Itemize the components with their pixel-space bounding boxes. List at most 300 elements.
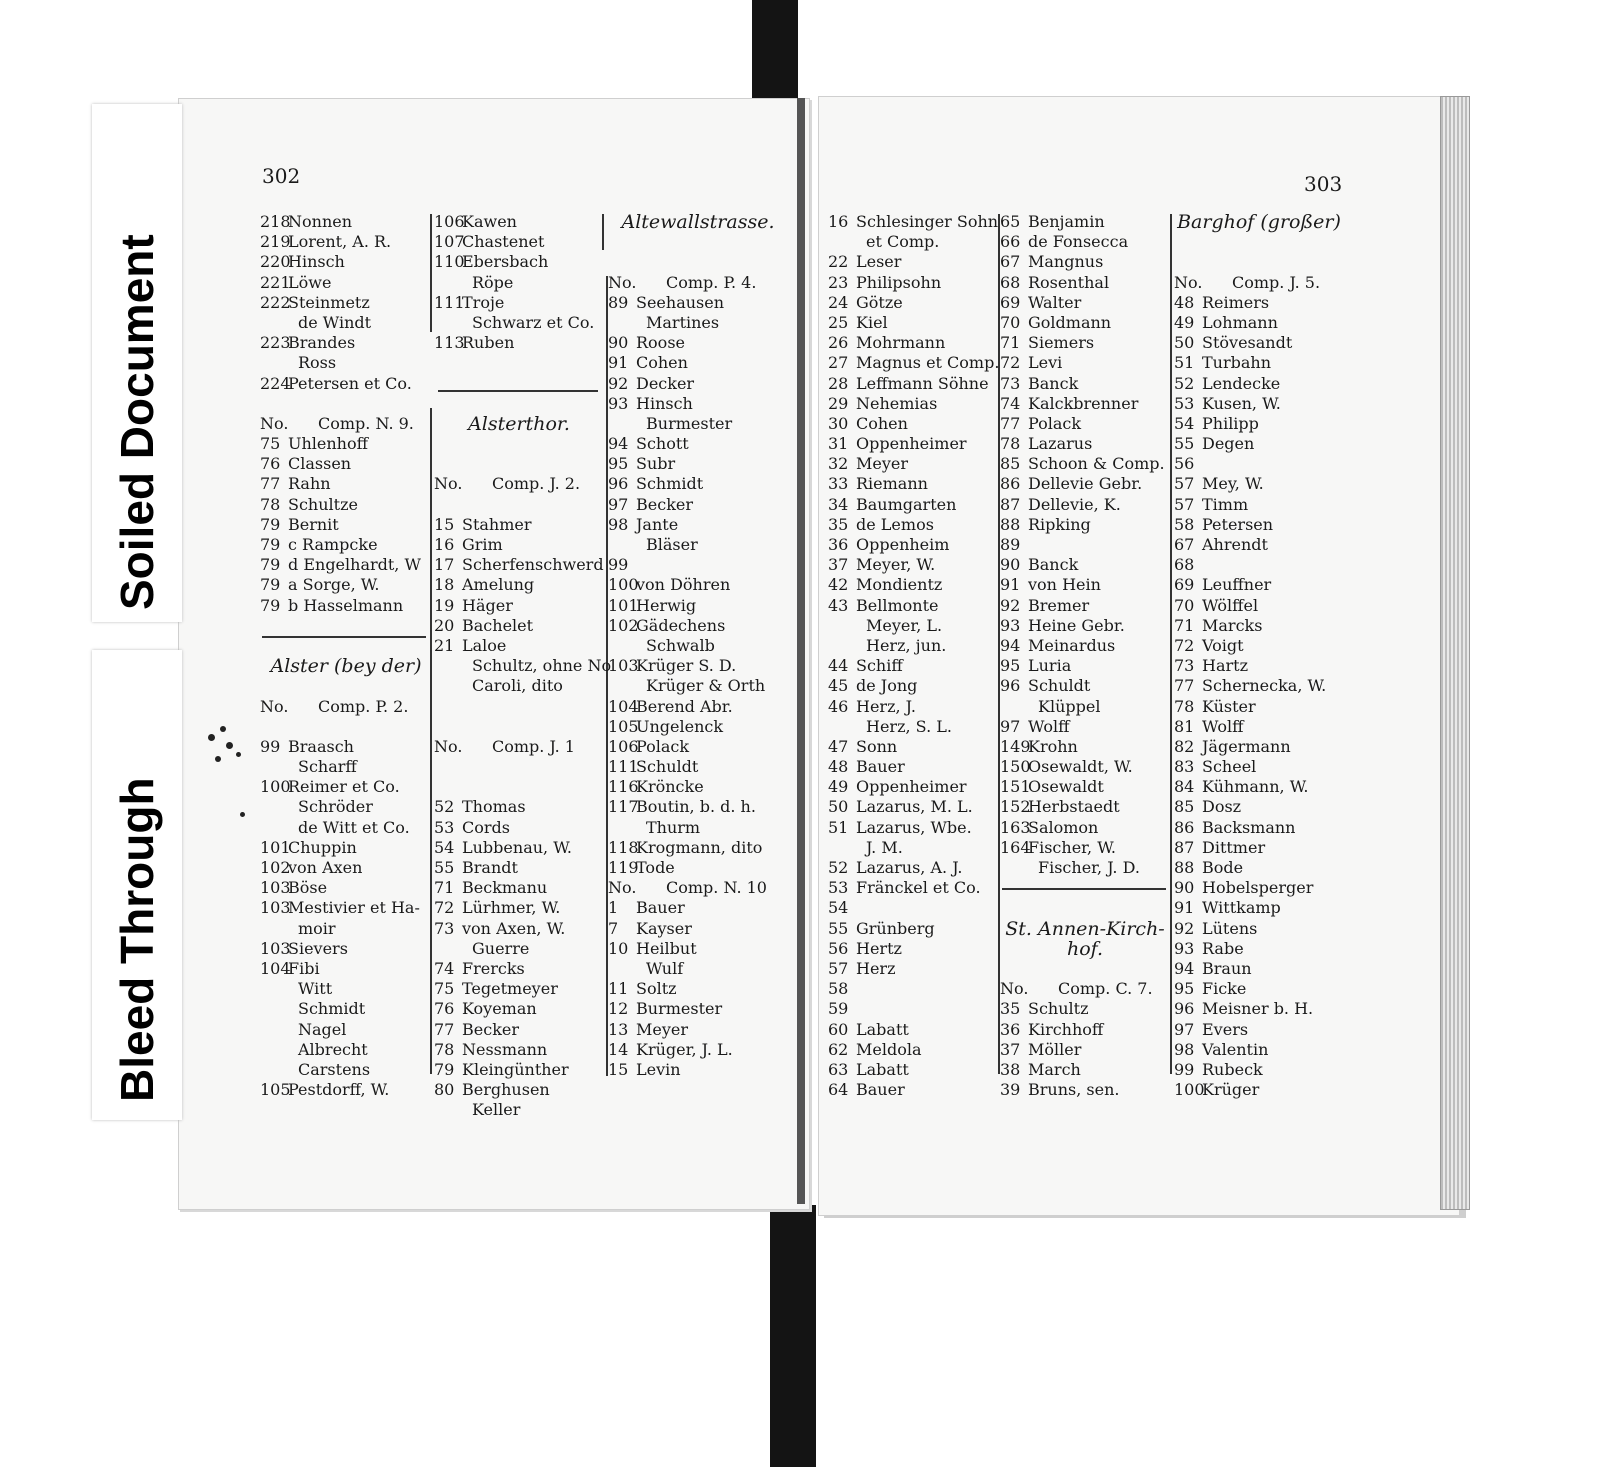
resident-name: Steinmetz bbox=[288, 292, 370, 312]
list-item bbox=[608, 333, 788, 353]
resident-name: Boutin, b. d. h. bbox=[636, 797, 756, 817]
house-number bbox=[608, 818, 636, 838]
resident-name: Pestdorff, W. bbox=[288, 1080, 390, 1100]
house-number: 53 bbox=[434, 817, 455, 837]
house-number: 13 bbox=[608, 1019, 629, 1039]
resident-name: Cohen bbox=[856, 413, 908, 433]
list-item bbox=[434, 999, 604, 1019]
list-item bbox=[260, 818, 432, 838]
resident-name: J. M. bbox=[866, 837, 903, 857]
house-number bbox=[608, 313, 636, 333]
resident-name: Bachelet bbox=[462, 615, 534, 635]
resident-name: Jägermann bbox=[1202, 736, 1291, 756]
house-number: 76 bbox=[434, 999, 455, 1019]
house-number: 78 bbox=[434, 1039, 455, 1059]
resident-name: Häger bbox=[462, 595, 513, 615]
house-number: 221 bbox=[260, 272, 291, 292]
house-number: 110 bbox=[434, 252, 465, 272]
list-item bbox=[1174, 1080, 1344, 1100]
resident-name: Krüger & Orth bbox=[646, 676, 766, 696]
house-number: 1 bbox=[608, 898, 619, 918]
house-number: 59 bbox=[828, 999, 849, 1019]
resident-name: Backsmann bbox=[1202, 817, 1296, 837]
list-item bbox=[1174, 293, 1344, 313]
resident-name: Becker bbox=[462, 1019, 519, 1039]
list-item bbox=[828, 333, 998, 353]
resident-name: Kawen bbox=[462, 212, 517, 231]
house-number: 70 bbox=[1174, 595, 1195, 615]
resident-name: Gädechens bbox=[636, 615, 726, 635]
list-item bbox=[260, 1080, 432, 1100]
house-number bbox=[434, 454, 462, 474]
resident-name: Herbstaedt bbox=[1028, 797, 1120, 817]
house-number: 15 bbox=[608, 1059, 629, 1079]
house-number: No. bbox=[608, 272, 637, 292]
list-item bbox=[1000, 1080, 1170, 1100]
house-number: 151 bbox=[1000, 777, 1031, 797]
house-number bbox=[260, 757, 288, 777]
house-number bbox=[434, 313, 462, 333]
resident-name: Schultz bbox=[1028, 999, 1089, 1019]
resident-name: Koyeman bbox=[462, 999, 537, 1019]
list-item bbox=[434, 636, 604, 656]
resident-name: Walter bbox=[1028, 292, 1082, 312]
resident-name: Lazarus, M. L. bbox=[856, 797, 973, 817]
list-item bbox=[434, 898, 604, 918]
house-number: 99 bbox=[1174, 1059, 1195, 1079]
list-item bbox=[260, 596, 432, 616]
resident-name: Krüger, J. L. bbox=[636, 1039, 733, 1059]
house-number: 50 bbox=[1174, 333, 1195, 353]
list-item bbox=[1000, 919, 1170, 939]
resident-name: Stahmer bbox=[462, 514, 532, 534]
list-item bbox=[1000, 1040, 1170, 1060]
house-number: 33 bbox=[828, 474, 849, 494]
house-number: 152 bbox=[1000, 797, 1031, 817]
resident-name: Martines bbox=[646, 312, 720, 332]
house-number: 52 bbox=[1174, 373, 1195, 393]
house-number bbox=[434, 717, 462, 737]
house-number: 35 bbox=[1000, 999, 1021, 1019]
list-item bbox=[260, 212, 432, 232]
resident-name: Comp. C. 7. bbox=[1058, 979, 1153, 999]
resident-name: et Comp. bbox=[866, 232, 940, 252]
list-item bbox=[828, 697, 998, 717]
resident-name: Wölffel bbox=[1202, 595, 1259, 615]
house-number bbox=[260, 919, 288, 939]
resident-name: Herz, J. bbox=[856, 696, 916, 716]
list-item bbox=[608, 293, 788, 313]
house-number: 81 bbox=[1174, 716, 1195, 736]
resident-name: Siemers bbox=[1028, 333, 1095, 353]
house-number: 52 bbox=[828, 858, 849, 877]
list-item bbox=[1000, 232, 1170, 252]
house-number: 101 bbox=[260, 837, 291, 857]
list-item bbox=[1174, 454, 1344, 474]
list-item bbox=[434, 474, 604, 494]
resident-name: Ruben bbox=[462, 333, 515, 353]
house-number: 36 bbox=[828, 535, 849, 554]
resident-name: de Windt bbox=[298, 312, 372, 332]
list-item bbox=[1174, 273, 1344, 293]
resident-name: b Hasselmann bbox=[288, 595, 404, 615]
list-item bbox=[608, 656, 788, 676]
list-item bbox=[434, 697, 604, 717]
section-heading: Alsterthor. bbox=[468, 412, 570, 435]
list-item bbox=[608, 1060, 788, 1080]
house-number: 10 bbox=[608, 938, 629, 958]
list-item bbox=[1000, 495, 1170, 515]
resident-name: Fibi bbox=[288, 958, 320, 978]
house-number: 103 bbox=[260, 898, 291, 918]
list-item bbox=[434, 212, 604, 232]
resident-name: Mondientz bbox=[856, 575, 943, 595]
house-number: 34 bbox=[828, 494, 849, 514]
house-number bbox=[828, 232, 856, 252]
list-item bbox=[1000, 757, 1170, 777]
list-item bbox=[608, 979, 788, 999]
list-item bbox=[828, 898, 998, 918]
list-item bbox=[1174, 1060, 1344, 1080]
list-item bbox=[608, 1020, 788, 1040]
resident-name: Schuldt bbox=[636, 757, 699, 777]
list-item bbox=[608, 717, 788, 737]
list-item bbox=[434, 858, 604, 878]
resident-name: Polack bbox=[1028, 413, 1082, 433]
house-number: 91 bbox=[1174, 898, 1195, 918]
list-item bbox=[1174, 1040, 1344, 1060]
list-item bbox=[260, 495, 432, 515]
resident-name: Scherfenschwerd bbox=[462, 555, 604, 575]
list-item bbox=[260, 353, 432, 373]
house-number bbox=[260, 636, 288, 656]
resident-name: Krüger S. D. bbox=[636, 656, 737, 676]
list-item bbox=[828, 515, 998, 535]
house-number: 90 bbox=[608, 333, 629, 353]
list-item bbox=[260, 797, 432, 817]
house-number: 86 bbox=[1000, 474, 1021, 494]
house-number bbox=[608, 959, 636, 979]
house-number: 68 bbox=[1000, 272, 1021, 292]
list-item bbox=[1000, 898, 1170, 918]
resident-name: Keller bbox=[472, 1100, 521, 1120]
house-number: 88 bbox=[1174, 858, 1195, 877]
resident-name: Meyer bbox=[856, 454, 909, 474]
list-item bbox=[260, 676, 432, 696]
list-item bbox=[434, 232, 604, 252]
resident-name: Leuffner bbox=[1202, 575, 1272, 595]
list-item bbox=[1174, 717, 1344, 737]
resident-name: Comp. P. 2. bbox=[318, 696, 409, 716]
house-number: 102 bbox=[608, 615, 639, 635]
list-item bbox=[608, 353, 788, 373]
list-item bbox=[1000, 818, 1170, 838]
resident-name: Schwalb bbox=[646, 635, 715, 655]
resident-name: Sievers bbox=[288, 938, 348, 958]
resident-name: Lazarus, A. J. bbox=[856, 858, 963, 877]
house-number: 79 bbox=[260, 595, 281, 615]
section-heading: hof. bbox=[1066, 937, 1104, 960]
list-item bbox=[1000, 474, 1170, 494]
resident-name: Kayser bbox=[636, 918, 692, 938]
list-item bbox=[434, 535, 604, 555]
list-item bbox=[1174, 374, 1344, 394]
ink-blot bbox=[220, 726, 226, 732]
resident-name: Küster bbox=[1202, 696, 1256, 716]
resident-name: Ficke bbox=[1202, 979, 1247, 999]
list-item bbox=[1174, 939, 1344, 959]
resident-name: Schultz, ohne No bbox=[472, 656, 612, 676]
house-number: 35 bbox=[828, 514, 849, 534]
list-item bbox=[434, 737, 604, 757]
resident-name: Evers bbox=[1202, 1019, 1249, 1039]
resident-name: Meisner b. H. bbox=[1202, 999, 1314, 1019]
house-number: 67 bbox=[1174, 535, 1195, 554]
resident-name: Hinsch bbox=[636, 393, 693, 413]
house-number: 99 bbox=[608, 555, 629, 575]
ink-blot bbox=[240, 812, 245, 817]
house-number: 49 bbox=[1174, 312, 1195, 332]
resident-name: Hartz bbox=[1202, 656, 1248, 676]
list-item bbox=[828, 414, 998, 434]
resident-name: Goldmann bbox=[1028, 312, 1112, 332]
house-number: 27 bbox=[828, 353, 849, 373]
house-number bbox=[434, 374, 462, 394]
column-left-3 bbox=[608, 212, 788, 1080]
resident-name: Meinardus bbox=[1028, 635, 1116, 655]
house-number bbox=[260, 1020, 288, 1040]
resident-name: Schwarz et Co. bbox=[472, 312, 595, 332]
list-item bbox=[608, 434, 788, 454]
resident-name: Nehemias bbox=[856, 393, 938, 413]
page-edges bbox=[1440, 96, 1470, 1210]
list-item bbox=[828, 313, 998, 333]
list-item bbox=[260, 858, 432, 878]
house-number: 58 bbox=[828, 979, 849, 999]
resident-name: Banck bbox=[1028, 373, 1079, 393]
house-number: 78 bbox=[260, 494, 281, 514]
list-item bbox=[828, 394, 998, 414]
resident-name: Herz, jun. bbox=[866, 635, 947, 655]
house-number: 119 bbox=[608, 858, 639, 877]
house-number: 92 bbox=[1000, 595, 1021, 615]
resident-name: Meldola bbox=[856, 1039, 922, 1059]
house-number: 53 bbox=[828, 878, 849, 898]
house-number: 31 bbox=[828, 434, 849, 454]
list-item bbox=[260, 515, 432, 535]
list-item bbox=[434, 374, 604, 394]
list-item bbox=[1000, 1020, 1170, 1040]
house-number: 43 bbox=[828, 595, 849, 615]
resident-name: Caroli, dito bbox=[472, 676, 563, 696]
list-item bbox=[1000, 979, 1170, 999]
list-item bbox=[260, 555, 432, 575]
resident-name: Meyer, W. bbox=[856, 555, 936, 575]
list-item bbox=[608, 596, 788, 616]
resident-name: Leffmann Söhne bbox=[856, 373, 989, 393]
list-item bbox=[260, 656, 432, 676]
resident-name: Böse bbox=[288, 878, 328, 898]
house-number bbox=[1000, 898, 1028, 918]
resident-name: Bauer bbox=[636, 898, 685, 918]
resident-name: Philipp bbox=[1202, 413, 1259, 433]
resident-name: von Hein bbox=[1028, 575, 1101, 595]
resident-name: Möller bbox=[1028, 1039, 1082, 1059]
resident-name: Osewaldt bbox=[1028, 777, 1104, 797]
resident-name: Oppenheimer bbox=[856, 777, 967, 797]
list-item bbox=[608, 676, 788, 696]
house-number: 77 bbox=[434, 1019, 455, 1039]
resident-name: Brandt bbox=[462, 858, 518, 877]
resident-name: Ross bbox=[298, 353, 337, 373]
resident-name: Hinsch bbox=[288, 252, 345, 272]
bleed-through-text: Bleed Through bbox=[111, 777, 163, 1102]
list-item bbox=[1000, 858, 1170, 878]
house-number bbox=[260, 979, 288, 999]
resident-name: Hertz bbox=[856, 938, 902, 958]
resident-name: Bernit bbox=[288, 514, 339, 534]
list-item bbox=[1000, 273, 1170, 293]
resident-name: Ungelenck bbox=[636, 716, 724, 736]
house-number: 82 bbox=[1174, 736, 1195, 756]
list-item bbox=[1000, 374, 1170, 394]
list-item bbox=[828, 353, 998, 373]
house-number: 19 bbox=[434, 595, 455, 615]
house-number: 73 bbox=[434, 918, 455, 938]
resident-name: Degen bbox=[1202, 434, 1255, 454]
house-number: No. bbox=[434, 474, 463, 494]
resident-name: Kleingünther bbox=[462, 1059, 569, 1079]
house-number: 17 bbox=[434, 555, 455, 575]
list-item bbox=[1174, 777, 1344, 797]
list-item bbox=[260, 1060, 432, 1080]
list-item bbox=[434, 838, 604, 858]
list-item bbox=[434, 1040, 604, 1060]
house-number: 107 bbox=[434, 232, 465, 252]
resident-name: Sonn bbox=[856, 736, 898, 756]
list-item bbox=[1000, 535, 1170, 555]
resident-name: Comp. J. 2. bbox=[492, 474, 581, 494]
resident-name: Wulf bbox=[646, 958, 684, 978]
list-item bbox=[260, 838, 432, 858]
bleed-through-label bbox=[92, 650, 182, 1120]
house-number bbox=[1000, 959, 1028, 979]
house-number: 73 bbox=[1000, 373, 1021, 393]
house-number bbox=[434, 676, 462, 696]
house-number: 70 bbox=[1000, 312, 1021, 332]
list-item bbox=[1000, 313, 1170, 333]
list-item bbox=[434, 979, 604, 999]
house-number: 95 bbox=[608, 454, 629, 474]
list-item bbox=[434, 1100, 604, 1120]
resident-name: Bruns, sen. bbox=[1028, 1080, 1120, 1100]
resident-name: Cords bbox=[462, 817, 510, 837]
resident-name: Heine Gebr. bbox=[1028, 615, 1125, 635]
resident-name: Berghusen bbox=[462, 1080, 550, 1100]
house-number: 72 bbox=[1000, 353, 1021, 373]
house-number: 53 bbox=[1174, 393, 1195, 413]
resident-name: a Sorge, W. bbox=[288, 575, 380, 595]
resident-name: de Fonsecca bbox=[1028, 232, 1129, 252]
soiled-document-label bbox=[92, 104, 182, 622]
house-number: 79 bbox=[260, 575, 281, 595]
list-item bbox=[608, 555, 788, 575]
house-number: 105 bbox=[608, 716, 639, 736]
list-item bbox=[608, 273, 788, 293]
resident-name: Schiff bbox=[856, 656, 903, 676]
house-number: 63 bbox=[828, 1059, 849, 1079]
resident-name: Seehausen bbox=[636, 292, 725, 312]
house-number bbox=[828, 838, 856, 858]
house-number: 7 bbox=[608, 918, 619, 938]
house-number: 54 bbox=[1174, 413, 1195, 433]
house-number: 74 bbox=[434, 958, 455, 978]
list-item bbox=[828, 636, 998, 656]
house-number: 91 bbox=[1000, 575, 1021, 595]
house-number: 83 bbox=[1174, 757, 1195, 777]
resident-name: Oppenheimer bbox=[856, 434, 967, 454]
list-item bbox=[260, 535, 432, 555]
list-item bbox=[1174, 999, 1344, 1019]
house-number bbox=[1000, 697, 1028, 717]
list-item bbox=[828, 454, 998, 474]
house-number: 64 bbox=[828, 1080, 849, 1100]
left-page-number: 302 bbox=[262, 164, 301, 188]
house-number bbox=[608, 252, 636, 272]
list-item bbox=[260, 454, 432, 474]
list-item bbox=[1174, 555, 1344, 575]
house-number: 69 bbox=[1174, 575, 1195, 595]
house-number: 87 bbox=[1174, 837, 1195, 857]
list-item bbox=[260, 474, 432, 494]
resident-name: Schultze bbox=[288, 494, 358, 514]
house-number bbox=[608, 232, 636, 252]
list-item bbox=[434, 656, 612, 676]
house-number: 87 bbox=[1000, 494, 1021, 514]
resident-name: Lazarus bbox=[1028, 434, 1093, 454]
house-number: 51 bbox=[1174, 353, 1195, 373]
list-item bbox=[434, 1060, 604, 1080]
house-number: 88 bbox=[1000, 514, 1021, 534]
house-number: 77 bbox=[1000, 413, 1021, 433]
list-item bbox=[260, 293, 432, 313]
resident-name: Voigt bbox=[1202, 635, 1244, 655]
resident-name: Bode bbox=[1202, 858, 1244, 877]
house-number bbox=[608, 676, 636, 696]
resident-name: Tode bbox=[636, 858, 675, 877]
house-number: 45 bbox=[828, 676, 849, 696]
house-number: 57 bbox=[828, 958, 849, 978]
list-item bbox=[828, 878, 998, 898]
house-number bbox=[260, 797, 288, 817]
binding-strip-top bbox=[752, 0, 798, 100]
list-item bbox=[1000, 252, 1170, 272]
soiled-document-text: Soiled Document bbox=[111, 234, 163, 610]
list-item bbox=[260, 636, 432, 656]
house-number: 78 bbox=[1174, 696, 1195, 716]
resident-name: Meyer bbox=[636, 1019, 689, 1039]
resident-name: Comp. N. 10 bbox=[666, 878, 767, 898]
resident-name: Labatt bbox=[856, 1019, 909, 1039]
list-item bbox=[1000, 797, 1170, 817]
resident-name: Lubbenau, W. bbox=[462, 837, 572, 857]
list-item bbox=[828, 616, 998, 636]
resident-name: Herz bbox=[856, 958, 896, 978]
list-item bbox=[1000, 616, 1170, 636]
house-number: 96 bbox=[1174, 999, 1195, 1019]
house-number: No. bbox=[1174, 272, 1203, 292]
resident-name: Luria bbox=[1028, 656, 1072, 676]
